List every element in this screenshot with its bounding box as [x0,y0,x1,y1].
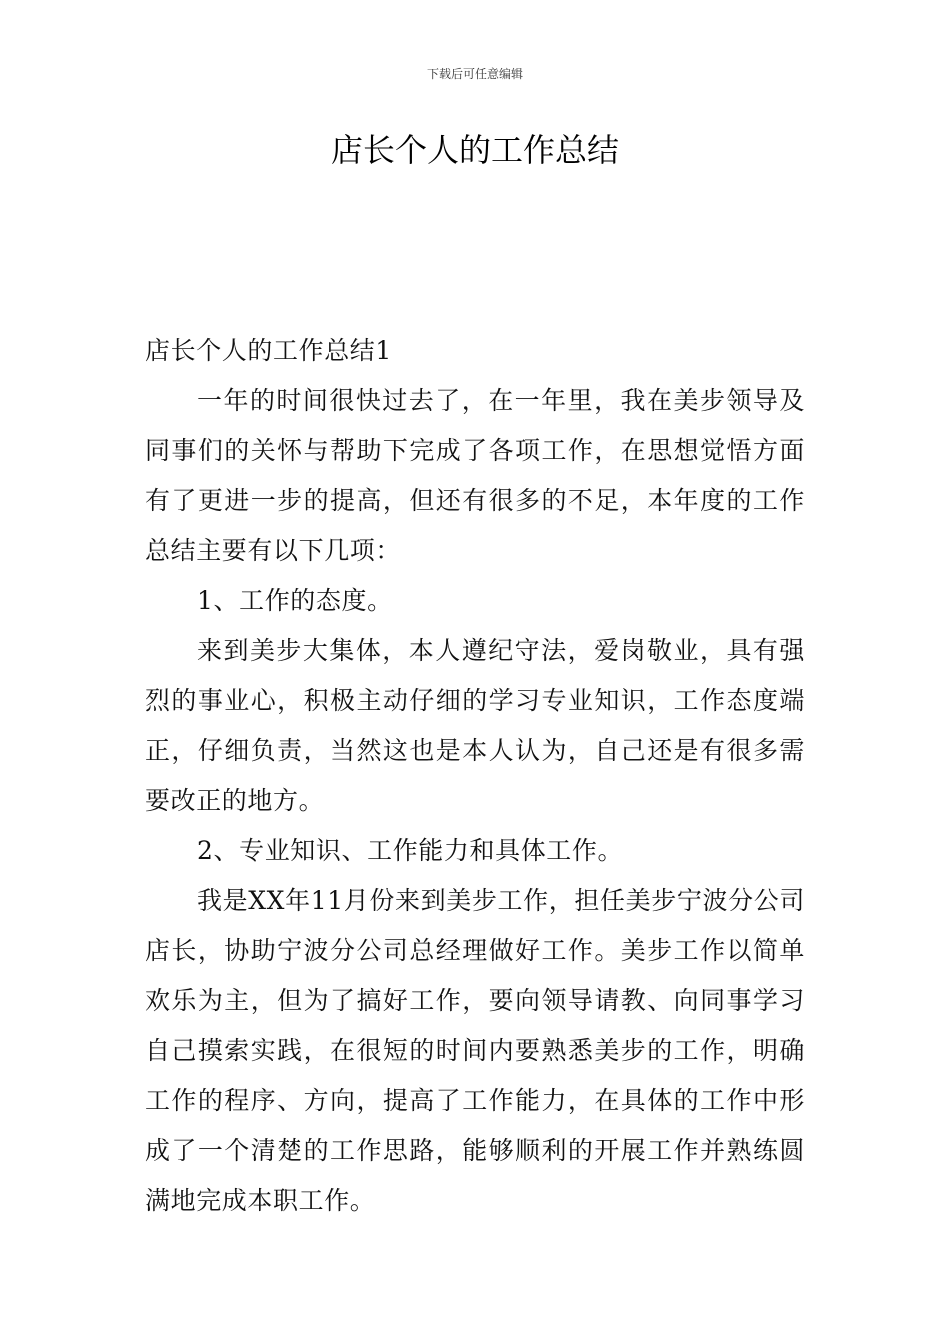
paragraph-work: 我是XX年11月份来到美步工作，担任美步宁波分公司店长，协助宁波分公司总经理做好工作。美步工作以简单欢乐为主，但为了搞好工作，要向领导请教、向同事学习自己摸索实践，在很短的时间内要熟悉美步的工作，明确工作的程序、方向，提高了工作能力，在具体的工作中形成了一个清楚的工作思路，能够顺利的开展工作并熟练圆满地完成本职工作。 [145,886,805,1215]
item-heading-1: 1、工作的态度。 [197,586,393,615]
document-title: 店长个人的工作总结 [330,131,619,169]
document-body [145,326,805,1226]
header-note: 下载后可任意编辑 [426,67,523,81]
section-heading: 店长个人的工作总结1 [145,336,392,365]
item-heading-2: 2、专业知识、工作能力和具体工作。 [197,836,624,865]
paragraph-attitude: 来到美步大集体，本人遵纪守法，爱岗敬业，具有强烈的事业心，积极主动仔细的学习专业知识，工作态度端正，仔细负责，当然这也是本人认为，自己还是有很多需要改正的地方。 [145,636,805,815]
paragraph-intro: 一年的时间很快过去了，在一年里，我在美步领导及同事们的关怀与帮助下完成了各项工作，在思想觉悟方面有了更进一步的提高，但还有很多的不足，本年度的工作总结主要有以下几项： [145,386,805,565]
